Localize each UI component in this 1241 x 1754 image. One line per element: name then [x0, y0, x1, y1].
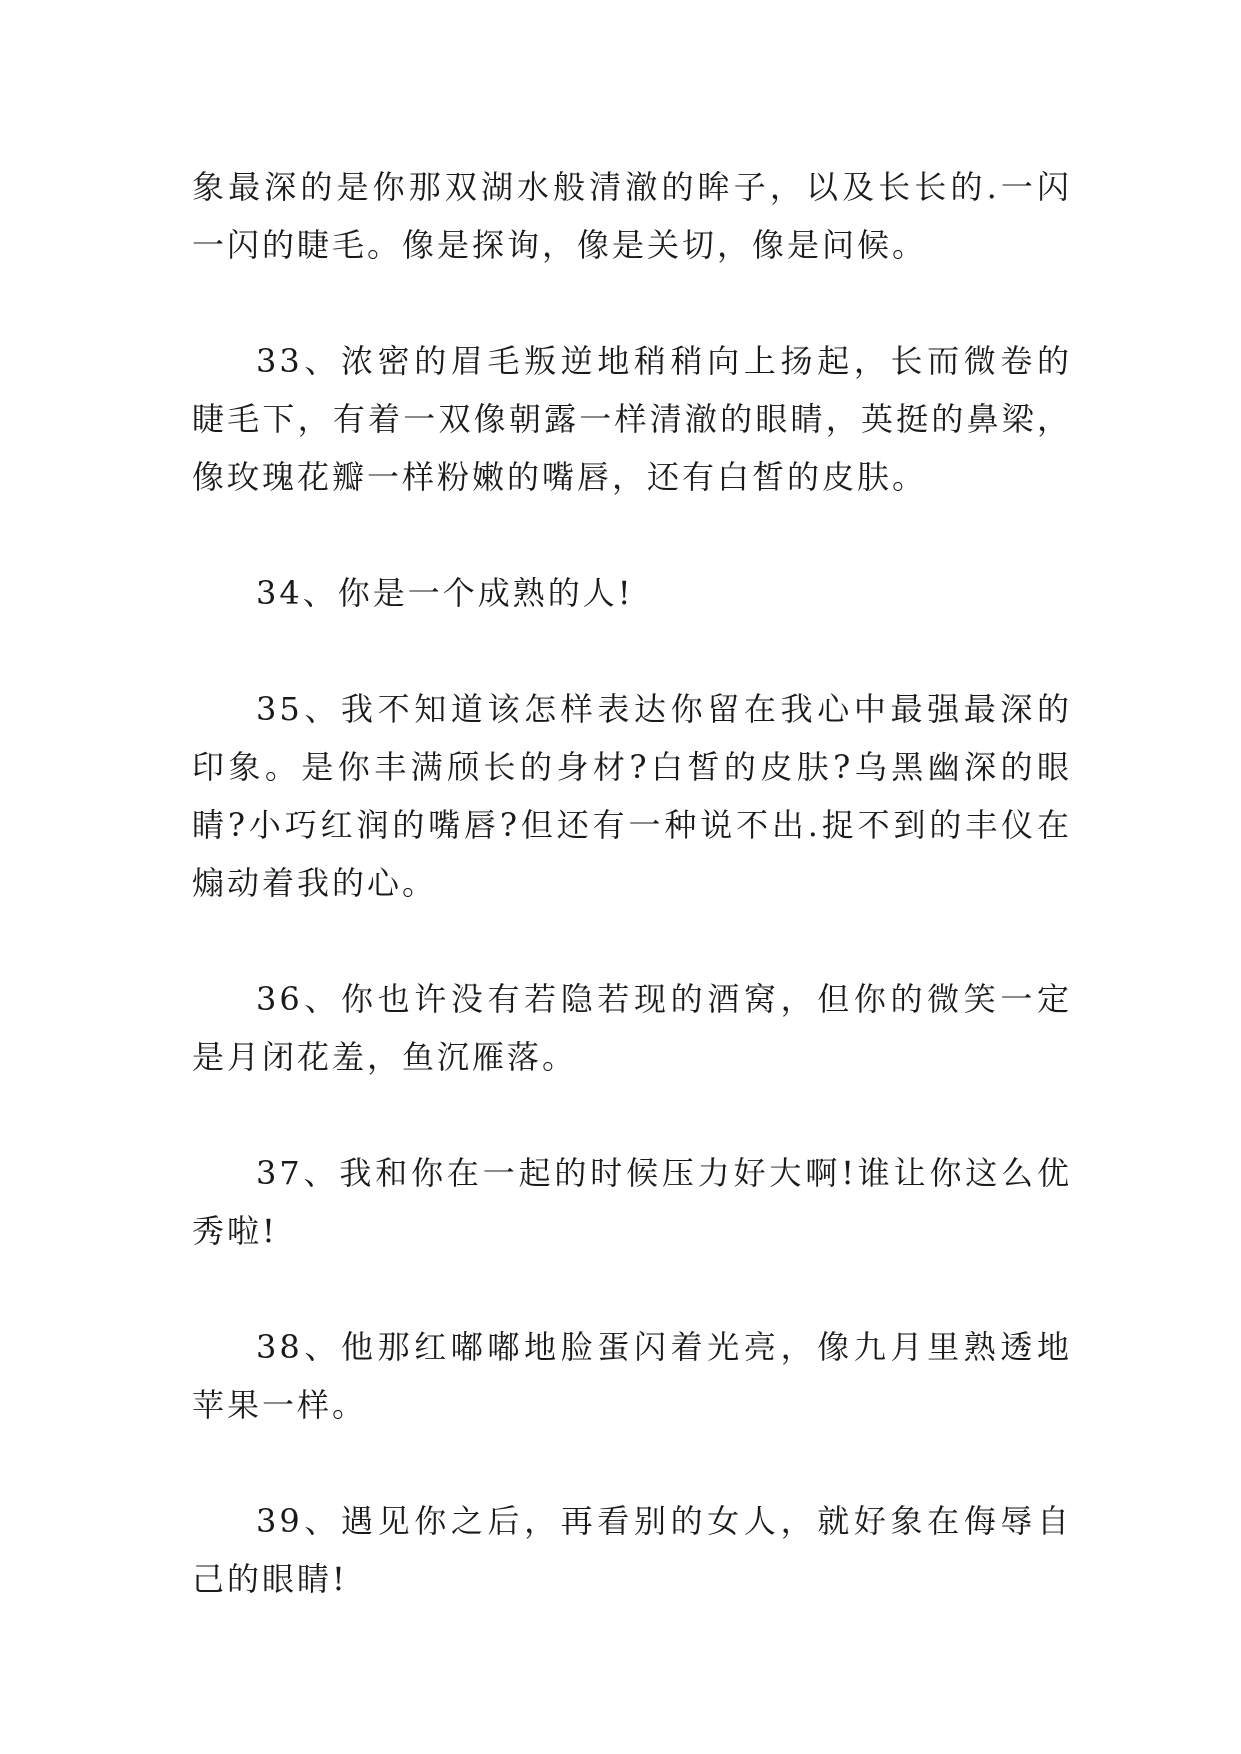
paragraph-35: 35、我不知道该怎样表达你留在我心中最强最深的印象。是你丰满颀长的身材?白皙的皮肤?乌黑幽深的眼睛?小巧红润的嘴唇?但还有一种说不出.捉不到的丰仪在煽动着我的心。: [192, 690, 1072, 902]
paragraph-34: 34、你是一个成熟的人!: [256, 574, 634, 612]
paragraph-36: 36、你也许没有若隐若现的酒窝，但你的微笑一定是月闭花羞，鱼沉雁落。: [192, 980, 1072, 1076]
paragraph-39: 39、遇见你之后，再看别的女人，就好象在侮辱自己的眼睛!: [192, 1502, 1072, 1598]
paragraph-continuation: 象最深的是你那双湖水般清澈的眸子，以及长长的.一闪一闪的睫毛。像是探询，像是关切，像是问候。: [192, 168, 1072, 264]
document-body: [192, 158, 1072, 1666]
paragraph-37: 37、我和你在一起的时候压力好大啊!谁让你这么优秀啦!: [192, 1154, 1072, 1250]
paragraph-33: 33、浓密的眉毛叛逆地稍稍向上扬起，长而微卷的睫毛下，有着一双像朝露一样清澈的眼睛，英挺的鼻梁，像玫瑰花瓣一样粉嫩的嘴唇，还有白皙的皮肤。: [192, 342, 1072, 496]
paragraph-38: 38、他那红嘟嘟地脸蛋闪着光亮，像九月里熟透地苹果一样。: [192, 1328, 1072, 1424]
